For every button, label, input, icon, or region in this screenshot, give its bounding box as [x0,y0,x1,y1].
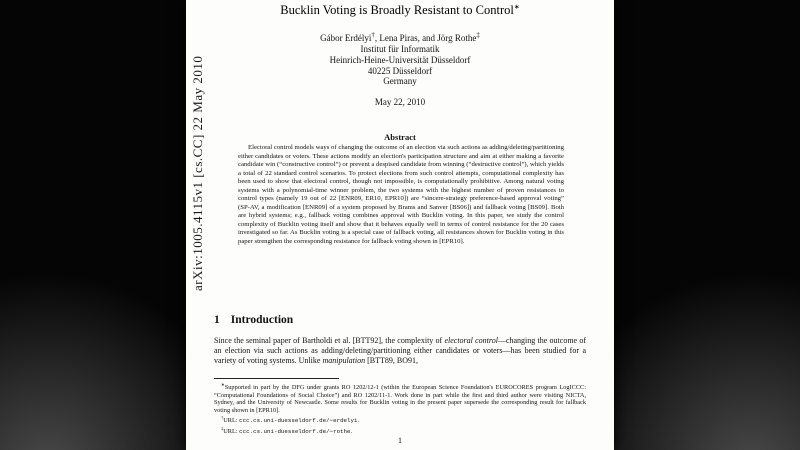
footnote-url-rothe [214,425,586,436]
section-heading-introduction [214,314,293,326]
intro-emphasis: electoral control [444,336,498,345]
paper-title [186,3,614,18]
paper-date: May 22, 2010 [374,97,426,107]
authors-rest: , Lena Piras, and Jörg Rothe [374,33,477,43]
affiliation-line: 40225 Düsseldorf [367,65,433,76]
arxiv-stamp: arXiv:1005.4115v1 [cs.CC] 22 May 2010 [190,55,205,291]
footnote-text: . [357,417,360,425]
affiliation-block [186,44,614,87]
intro-text: —changing the outcome of an election via such actions as adding/deleting/partitioning either candidates or voters—has been studied for a variety of voting systems. Unlike [214,336,586,365]
footnote-marker: ∗ [221,382,225,387]
paper-page [186,0,614,450]
paper-title-text: Bucklin Voting is Broadly Resistant to Control [280,3,514,18]
intro-text: Since the seminal paper of Bartholdi et al. [BTT92], the complexity of [214,336,445,345]
author-1: Gábor Erdélyi [320,33,372,43]
affiliation-line: Institut für Informatik [360,44,440,54]
footnote-text: URL: [223,427,240,435]
page-number: 1 [398,436,402,445]
footnote-text: . [350,427,353,435]
abstract-heading: Abstract [384,132,416,142]
footnote-url: ccc.cs.uni-duesseldorf.de/∼rothe [239,427,351,435]
footnote-marker: † [221,415,224,421]
footnote-marker: ‡ [221,425,224,431]
footnotes-block [214,381,586,435]
footnote-url-erdelyi [214,414,586,425]
author-1-mark: † [371,31,375,39]
footnote-support [214,381,586,414]
section-number: 1 [214,314,220,326]
affiliation-line: Germany [383,76,417,87]
footnote-rule [214,378,339,379]
intro-text: [BTT89, BO91, [365,356,418,365]
footnote-url: ccc.cs.uni-duesseldorf.de/∼erdelyi [239,417,358,425]
title-footnote-mark: ∗ [513,3,520,11]
author-3-mark: ‡ [476,31,480,39]
section-title: Introduction [230,314,294,326]
introduction-paragraph [214,336,586,366]
footnote-text: Supported in part by the DFG under grants RO 1202/12-1 (within the European Science Foundation's EUROCORES program LogICCC: “Computational Foundations of Social Choice”) and RO 1202/11-1. Work done in part while the first and third author were visiting NICTA, Sydney, and the University of Newcastle. Some results for Bucklin voting in the present paper supersede the corresponding result for fallback voting shown in [EPR10]. [214,384,586,414]
affiliation-line: Heinrich-Heine-Universität Düsseldorf [329,54,471,65]
footnote-text: URL: [223,417,240,425]
abstract-text: Electoral control models ways of changing the outcome of an election via such actions as adding/deleting/partitioning either candidates or voters. These actions modify an election's participation structure and aim at either making a favorite candidate win (“constructive control”) or prevent a despised candidate from winning (“destructive control”), which yields a total of 22 standard control scenarios. To protect elections from such control attempts, computational complexity has been used to show that electoral control, though not impossible, is computationally prohibitive. Among natural voting systems with a polynomial-time winner problem, the two systems with the highest number of proven resistances to control types (namely 19 out of 22 [ENR09, ER10, EPR10]) are “sincere-strategy preference-based approval voting” (SP-AV, a modification [ENR09] of a system proposed by Brams and Sanver [BS06]) and fallback voting [BS09]. Both are hybrid systems; e.g., fallback voting combines approval with Bucklin voting. In this paper, we study the control complexity of Bucklin voting itself and show that it behaves equally well in terms of control resistance for the 20 cases investigated so far. As Bucklin voting is a special case of fallback voting, all resistances shown for Bucklin voting in this paper strengthen the corresponding resistance for fallback voting shown in [EPR10]. [238,144,564,246]
paper-authors [186,31,614,43]
intro-emphasis: manipulation [322,356,366,365]
